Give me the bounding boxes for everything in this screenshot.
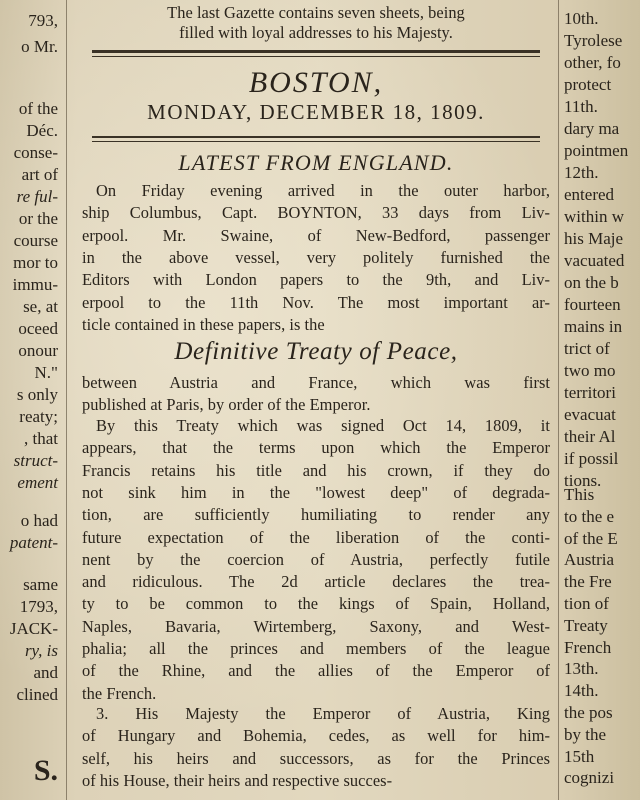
right-column-fragment: 12th. [564, 163, 599, 182]
left-column-fragment: course [13, 231, 58, 250]
left-column-fragment: of the [18, 99, 58, 118]
gazette-line-1: The last Gazette contains seven sheets, being [167, 3, 465, 22]
text-line: 3. His Majesty the Emperor of Austria, King [96, 704, 550, 723]
right-column-fragment: Treaty [564, 615, 608, 635]
right-column-fragment: within w [564, 207, 624, 226]
column-rule-left [66, 0, 67, 800]
left-column-fragment: JACK- [9, 619, 58, 638]
text-line: the French. [82, 683, 157, 703]
text-line: Naples, Bavaria, Wirtemberg, Saxony, and West- [82, 616, 550, 636]
left-column-fragment: or the [18, 209, 58, 228]
text-line: and ridiculous. The 2d article declares the trea- [82, 572, 550, 592]
right-column-fragment: their Al [564, 427, 616, 446]
left-column-fragment: struct- [13, 451, 58, 470]
text-line: tion, are sufficiently humiliating to render any [82, 505, 550, 525]
article-headline: LATEST FROM ENGLAND. [178, 150, 454, 175]
right-column-fragment: mains in [564, 317, 623, 336]
text-line: self, his heirs and successors, as for the Princes [82, 748, 550, 768]
left-column-fragment: Déc. [26, 121, 58, 140]
right-column-fragment: 15th [564, 746, 595, 766]
left-column-fragment: onour [18, 341, 58, 360]
left-column-fragment: se, at [23, 297, 58, 316]
left-column-fragment: same [23, 575, 58, 594]
rule-under-date [92, 136, 540, 138]
left-column-fragment: oceed [18, 319, 58, 338]
text-line: future expectation of the liberation of the conti- [82, 527, 550, 547]
right-column-fragment: French [564, 637, 612, 657]
right-column-fragment: the Fre [564, 572, 612, 592]
text-line: in the above vessel, very politely furnished the [82, 247, 550, 267]
right-column-fragment: entered [564, 185, 615, 204]
right-column [560, 0, 640, 800]
right-column-fragment: trict of [564, 339, 610, 358]
text-line: Francis retains his title and his crown, if they do [82, 460, 550, 480]
text-line: On Friday evening arrived in the outer harbor, [96, 181, 550, 200]
right-column-fragment: cognizi [564, 768, 615, 788]
left-column-fragment: ry, is [24, 641, 58, 660]
right-column-fragment: This [564, 485, 595, 504]
double-rule-bottom [92, 56, 540, 57]
right-column-fragment: his Maje [564, 229, 624, 248]
left-column-fragment: ement [17, 473, 58, 492]
right-column-fragment: pointmen [564, 141, 629, 160]
right-column-fragment: the pos [564, 703, 613, 722]
right-column-fragment: to the e [564, 506, 615, 526]
right-column-fragment: of the E [564, 528, 618, 548]
text-line: ty to be common to the kings of Spain, Holland, [82, 594, 550, 614]
left-column-fragment: immu- [12, 275, 58, 294]
left-column-fragment: 1793, [19, 597, 58, 616]
right-column-fragment: vacuated [564, 251, 625, 270]
left-column-fragment: mor to [13, 253, 58, 272]
left-column-fragment: art of [21, 165, 58, 184]
right-column-fragment: by the [564, 724, 607, 744]
right-column-fragment: on the b [564, 273, 619, 292]
main-column [76, 0, 556, 800]
left-column-fragment: clined [16, 685, 58, 704]
column-rule-right [558, 0, 559, 800]
right-column-fragment: Austria [564, 550, 615, 570]
dateline: MONDAY, DECEMBER 18, 1809. [147, 100, 485, 124]
text-line: not sink him in the "lowest deep" of degrada- [82, 482, 550, 502]
left-column-fragment: N." [34, 363, 58, 382]
rule-under-date-thin [92, 141, 540, 142]
left-column-fragment: S. [33, 754, 58, 787]
right-column-fragment: 14th. [564, 681, 599, 701]
right-column-fragment: 13th. [564, 659, 599, 679]
text-line: appears, that the terms upon which the Emperor [82, 438, 550, 458]
right-column-fragment: fourteen [564, 295, 621, 314]
text-line: erpool. Mr. Swaine, of New-Bedford, passenger [82, 225, 550, 245]
gazette-line-2: filled with loyal addresses to his Majesty. [179, 23, 453, 42]
left-column-fragment: o Mr. [21, 37, 58, 56]
text-line: ship Columbus, Capt. BOYNTON, 33 days from Liv- [82, 203, 550, 223]
right-column-fragment: 10th. [564, 9, 599, 28]
left-column-fragment: o had [20, 511, 58, 530]
double-rule-top [92, 50, 540, 53]
text-line: of Hungary and Bohemia, cedes, as well for him- [82, 726, 550, 746]
text-line: of his House, their heirs and respective succes- [82, 770, 393, 790]
left-column [0, 0, 62, 800]
right-column-fragment: other, fo [564, 53, 621, 72]
right-column-fragment: two mo [564, 361, 616, 380]
right-column-fragment: evacuat [564, 405, 616, 424]
text-line: of the Rhine, and the allies of the Emperor of [82, 661, 550, 681]
text-line: Editors with London papers to the 9th, and Liv- [82, 270, 550, 290]
left-column-fragment: reaty; [19, 407, 58, 426]
text-line: published at Paris, by order of the Emperor. [82, 395, 371, 414]
right-column-fragment: 11th. [564, 97, 598, 116]
right-column-fragment: tion of [564, 594, 609, 613]
text-line: By this Treaty which was signed Oct 14, 1809, it [96, 416, 550, 435]
text-line: erpool to the 11th Nov. The most important ar- [82, 292, 550, 312]
treaty-title: Definitive Treaty of Peace, [174, 338, 458, 365]
right-column-fragment: if possil [564, 449, 619, 468]
right-column-fragment: Tyrolese [564, 31, 623, 50]
left-column-fragment: s only [16, 385, 58, 404]
left-column-fragment: and [33, 663, 58, 682]
right-column-fragment: tions. [564, 471, 602, 490]
left-column-fragment: patent- [9, 533, 58, 552]
right-column-fragment: dary ma [564, 119, 620, 138]
text-line: ticle contained in these papers, is the [82, 314, 325, 334]
right-column-fragment: territori [564, 383, 616, 402]
left-column-fragment: 793, [28, 11, 58, 30]
right-column-fragment: protect [564, 75, 612, 94]
left-column-fragment: conse- [13, 143, 58, 162]
left-column-fragment: , that [24, 429, 58, 448]
text-line: phalia; all the princes and members of the league [82, 639, 550, 658]
left-column-fragment: re ful- [16, 187, 58, 206]
city-heading: BOSTON, [248, 66, 384, 99]
text-line: nent by the coercion of Austria, perfectly futile [82, 549, 550, 569]
text-line: between Austria and France, which was first [82, 373, 550, 392]
